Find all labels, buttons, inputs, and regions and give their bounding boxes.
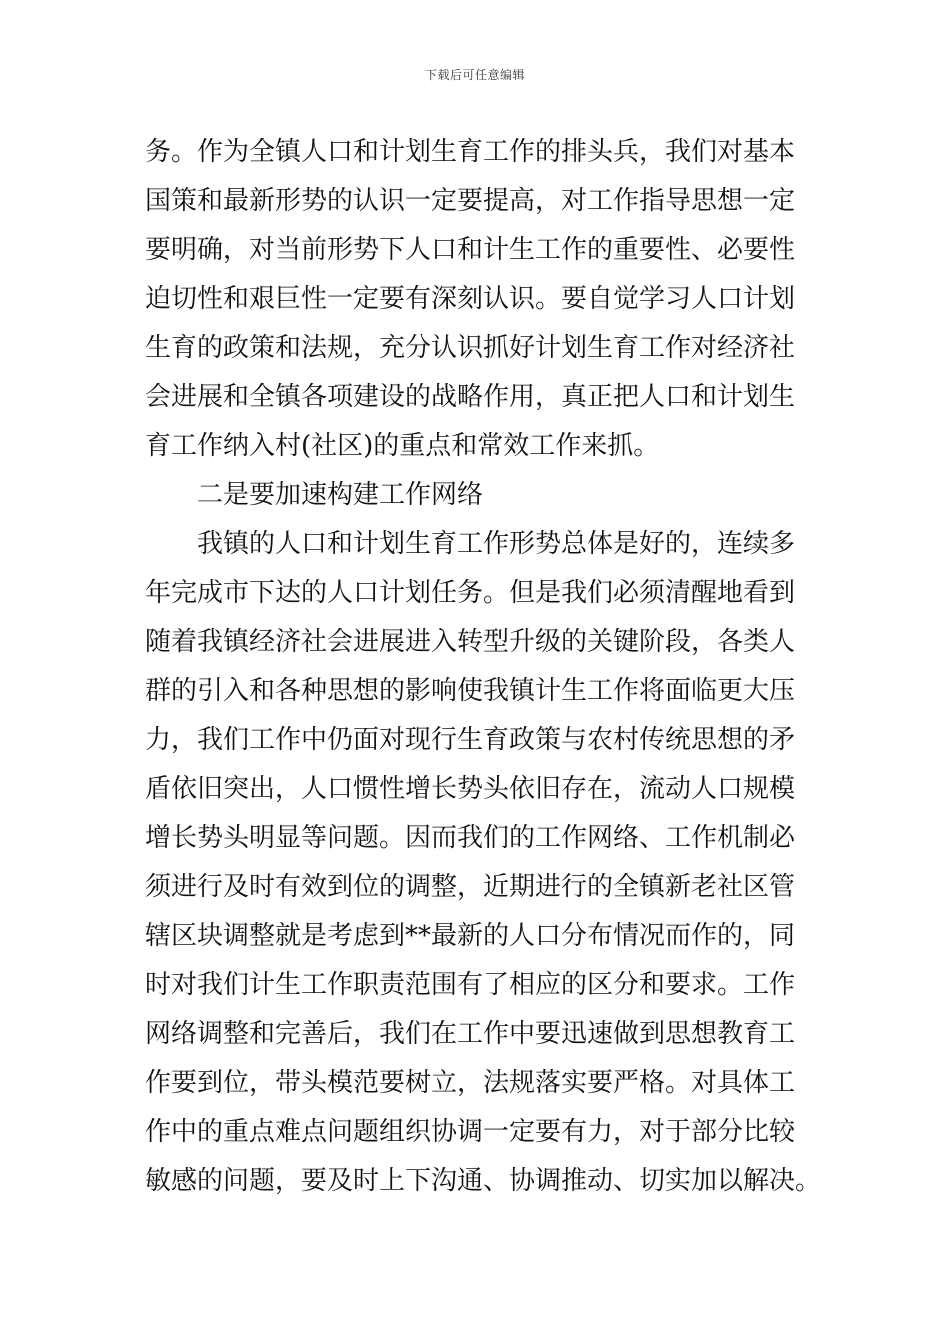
text-line: 会进展和全镇各项建设的战略作用，真正把人口和计划生 bbox=[145, 382, 796, 412]
text-line: 我镇的人口和计划生育工作形势总体是好的，连续多 bbox=[145, 529, 796, 559]
text-line: 务。作为全镇人口和计划生育工作的排头兵，我们对基本 bbox=[145, 137, 796, 167]
text-line: 作中的重点难点问题组织协调一定要有力，对于部分比较 bbox=[145, 1117, 796, 1147]
text-line: 生育的政策和法规，充分认识抓好计划生育工作对经济社 bbox=[145, 333, 796, 363]
text-line: 作要到位，带头模范要树立，法规落实要严格。对具体工 bbox=[145, 1068, 796, 1098]
page-header-note: 下载后可任意编辑 bbox=[424, 68, 525, 82]
text-line: 须进行及时有效到位的调整，近期进行的全镇新老社区管 bbox=[145, 872, 796, 902]
text-line: 盾依旧突出，人口惯性增长势头依旧存在，流动人口规模 bbox=[145, 774, 796, 804]
text-line: 力，我们工作中仍面对现行生育政策与农村传统思想的矛 bbox=[145, 725, 796, 755]
text-line: 时对我们计生工作职责范围有了相应的区分和要求。工作 bbox=[145, 970, 796, 1000]
text-line: 要明确，对当前形势下人口和计生工作的重要性、必要性 bbox=[145, 235, 796, 265]
text-line: 国策和最新形势的认识一定要提高，对工作指导思想一定 bbox=[145, 186, 796, 216]
text-line: 增长势头明显等问题。因而我们的工作网络、工作机制必 bbox=[145, 823, 796, 853]
section-heading: 二是要加速构建工作网络 bbox=[145, 480, 484, 510]
text-line: 网络调整和完善后，我们在工作中要迅速做到思想教育工 bbox=[145, 1019, 796, 1049]
text-line: 群的引入和各种思想的影响使我镇计生工作将面临更大压 bbox=[145, 676, 796, 706]
text-line: 迫切性和艰巨性一定要有深刻认识。要自觉学习人口计划 bbox=[145, 284, 796, 314]
body-text bbox=[145, 128, 822, 1206]
text-line: 敏感的问题，要及时上下沟通、协调推动、切实加以解决。 bbox=[145, 1166, 822, 1196]
text-line: 育工作纳入村(社区)的重点和常效工作来抓。 bbox=[145, 431, 660, 461]
text-line: 年完成市下达的人口计划任务。但是我们必须清醒地看到 bbox=[145, 578, 796, 608]
text-line: 辖区块调整就是考虑到**最新的人口分布情况而作的，同 bbox=[145, 921, 796, 951]
text-line: 随着我镇经济社会进展进入转型升级的关键阶段，各类人 bbox=[145, 627, 796, 657]
